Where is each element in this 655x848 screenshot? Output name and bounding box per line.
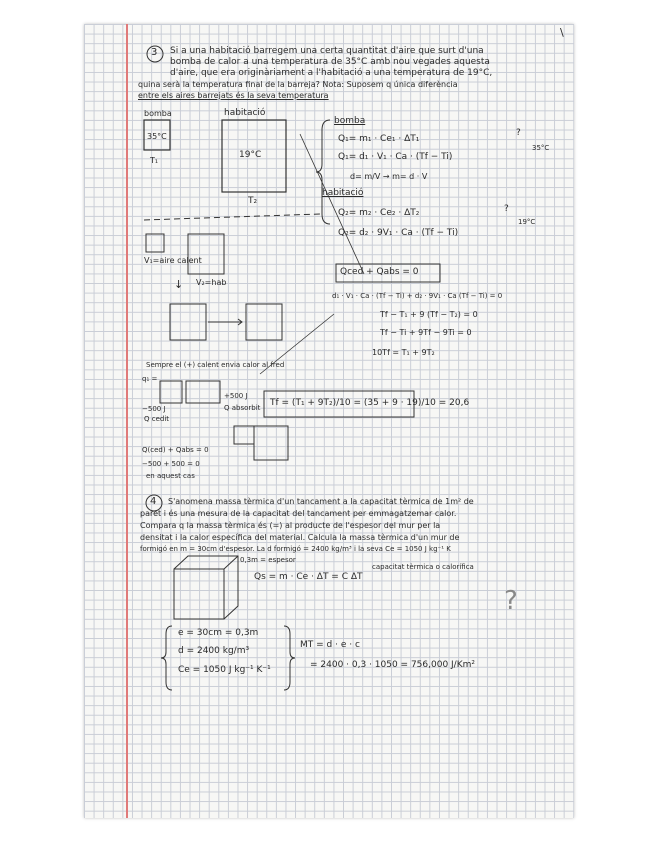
habitacio-temp-note: 19°C <box>518 218 536 226</box>
box-a <box>234 426 254 444</box>
t1-label: T₁ <box>150 156 159 165</box>
thermal-mass-formula: MT = d · e · c <box>300 640 360 650</box>
qabsorbit-label: Q absorbit <box>224 404 261 412</box>
check-line2: −500 + 500 = 0 <box>142 460 200 468</box>
bomba-label: bomba <box>144 109 172 118</box>
arrow-down: ↓ <box>174 278 184 291</box>
balance-equation: Qced + Qabs = 0 <box>340 267 419 277</box>
mixed-box-1 <box>170 304 206 340</box>
check-line3: en aquest cas <box>146 472 195 480</box>
mixed-box-2 <box>246 304 282 340</box>
problem3-number: 3 <box>151 47 158 58</box>
heat-note: Sempre el (+) calent envia calor al fred <box>146 361 285 369</box>
derivation-line4: 10Tf = T₁ + 9T₂ <box>372 348 435 357</box>
brace-left <box>316 120 330 224</box>
problem3-result: Tf = (T₁ + 9T₂)/10 = (35 + 9 · 19)/10 = 20,6 <box>270 398 470 408</box>
bomba-question: ? <box>516 128 521 138</box>
q1-label: q₁ = <box>142 375 158 383</box>
v1-label: V₁=aire calent <box>144 256 202 265</box>
bomba-eq3: d= m/V → m= d · V <box>350 172 428 181</box>
dashed-divider <box>144 214 320 220</box>
derivation-line3: Tf − Ti + 9Tf − 9Ti = 0 <box>380 328 472 337</box>
box-b <box>254 426 288 460</box>
check-line1: Q(ced) + Qabs = 0 <box>142 446 209 454</box>
hot-box <box>160 381 182 403</box>
habitacio-question: ? <box>504 204 509 214</box>
problem4-statement-line2: paret i és una mesura de la capacitat del tancament per emmagatzemar calor. <box>140 509 457 518</box>
notebook-page <box>84 24 574 818</box>
bomba-section-title: bomba <box>334 116 366 126</box>
data-thickness: e = 30cm = 0,3m <box>178 628 259 638</box>
thermal-mass-result: = 2400 · 0,3 · 1050 = 756,000 J/Km² <box>310 660 475 670</box>
problem4-statement-line3: Compara q la massa tèrmica és (=) al producte de l'espesor del mur per la <box>140 521 441 530</box>
bomba-temp: 35°C <box>147 132 167 141</box>
bomba-eq2: Q₁= d₁ · V₁ · Ca · (Tf − Ti) <box>338 152 453 162</box>
problem4-statement-line5: formigó en m = 30cm d'espesor. La d formigó = 2400 kg/m³ i la seva Ce = 1050 J kg⁻¹ K <box>140 545 451 553</box>
plus500-label: +500 J <box>224 392 248 400</box>
habitacio-eq1: Q₂= m₂ · Ce₂ · ΔT₂ <box>338 208 420 218</box>
derivation-line1: d₁ · V₁ · Ca · (Tf − Ti) + d₂ · 9V₁ · Ca (Tf − Ti) = 0 <box>332 292 503 300</box>
problem3-statement-line1: Si a una habitació barregem una certa quantitat d'aire que surt d'una <box>170 46 484 56</box>
cold-box <box>186 381 220 403</box>
data-density: d = 2400 kg/m³ <box>178 646 250 656</box>
problem4-number: 4 <box>150 496 157 507</box>
capacity-note: capacitat tèrmica o calorífica <box>372 563 474 571</box>
habitacio-eq2: Q₂= d₂ · 9V₁ · Ca · (Tf − Ti) <box>338 228 459 238</box>
qcedit-label: Q cedit <box>144 415 170 423</box>
t2-label: T₂ <box>248 196 258 206</box>
thickness-note: 0,3m = espesor <box>240 556 296 564</box>
question-mark: ? <box>504 586 518 616</box>
room-air-box <box>188 234 224 274</box>
problem3-statement-line4: quina serà la temperatura final de la barreja? Nota: Suposem q única diferència <box>138 80 458 89</box>
data-specific-heat: Ce = 1050 J kg⁻¹ K⁻¹ <box>178 665 271 675</box>
small-air-box <box>146 234 164 252</box>
v2-label: V₂=hab <box>196 278 227 287</box>
habitacio-section-title: habitació <box>322 188 364 198</box>
cube-front <box>174 569 224 619</box>
habitacio-label: habitació <box>224 108 266 118</box>
problem4-statement-line1: S'anomena massa tèrmica d'un tancament a la capacitat tèrmica de 1m² de <box>168 497 474 506</box>
derivation-line2: Tf − T₁ + 9 (Tf − T₂) = 0 <box>380 310 478 319</box>
problem3-statement-line2: bomba de calor a una temperatura de 35°C amb nou vegades aquesta <box>170 57 490 67</box>
minus500-label: −500 J <box>142 405 166 413</box>
habitacio-temp: 19°C <box>239 150 262 160</box>
corner-mark: \ <box>560 26 564 39</box>
problem4-statement-line4: densitat i la calor específica del material. Calcula la massa tèrmica d'un mur de <box>140 533 460 542</box>
heat-formula: Qs = m · Ce · ΔT = C ΔT <box>254 572 363 582</box>
problem3-statement-line3: d'aire, que era originàriament a l'habitació a una temperatura de 19°C, <box>170 68 493 78</box>
bomba-temp-note: 35°C <box>532 144 550 152</box>
bomba-eq1: Q₁= m₁ · Ce₁ · ΔT₁ <box>338 134 420 144</box>
data-brace <box>161 626 172 690</box>
problem3-statement-line5: entre els aires barrejats és la seva temperatura <box>138 91 329 100</box>
